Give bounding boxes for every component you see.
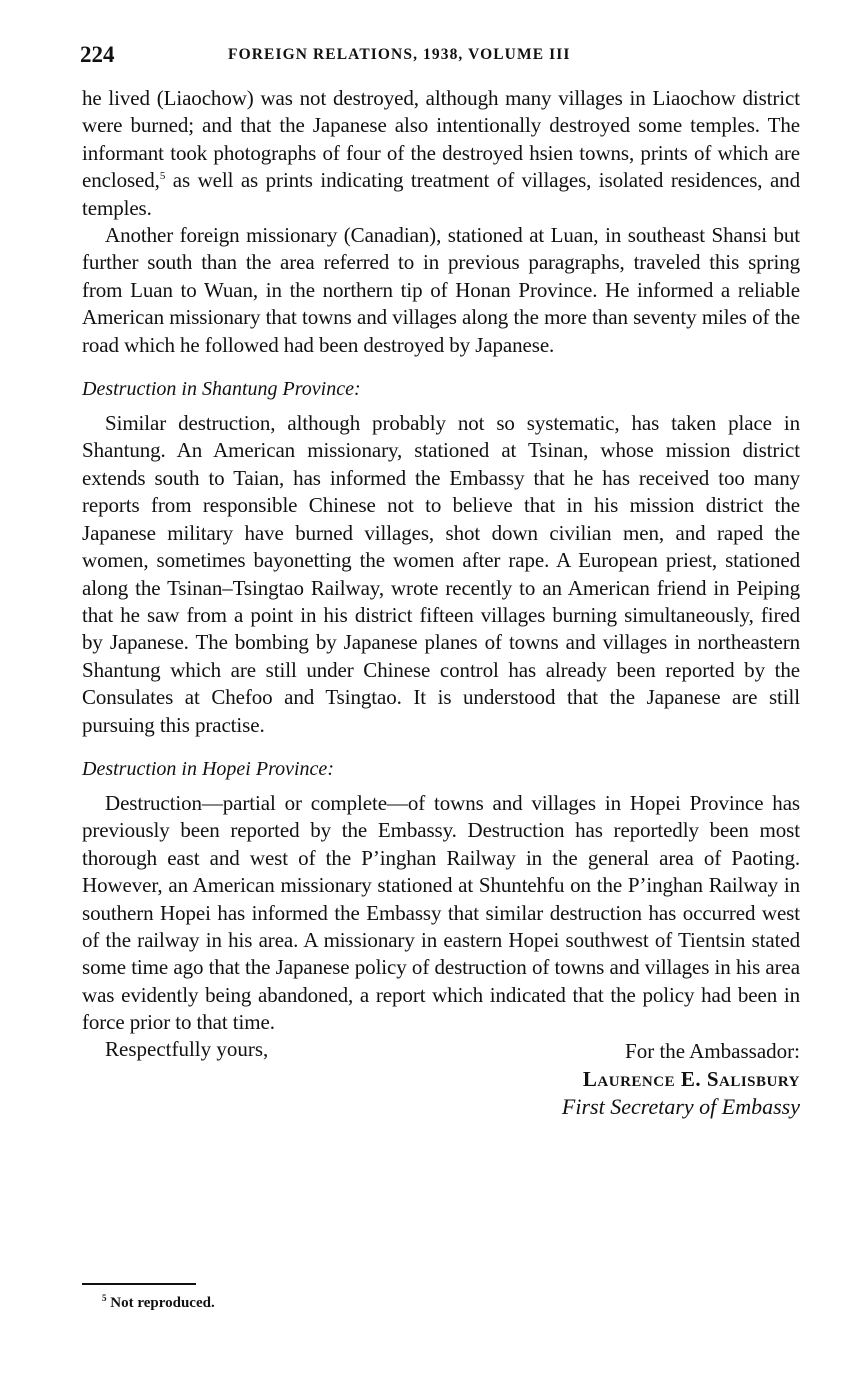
paragraph-hopei: Destruction—partial or complete—of towns and villages in Hopei Province has previously been reported by the Embassy. Destruction has reportedly been most thorough east and west of the P’inghan Railway in the general area of Paoting. However, an American missionary stationed at Shuntehfu on the P’inghan Railway in southern Hopei has informed the Embassy that similar destruction has occurred west of the railway in his area. A missionary in eastern Hopei southwest of Tientsin stated some time ago that the Japanese policy of destruction of towns and villages in his area was evidently being abandoned, a report which indicated that the policy had been in force prior to that time. [82, 790, 800, 1035]
paragraph-shantung: Similar destruction, although probably not so systematic, has taken place in Shantung. An American missionary, stationed at Tsinan, whose mission district extends south to Taian, has informed the Embassy that he has received too many reports from responsible Chinese not to believe that in his mission district the Japanese military have burned villages, shot down civilian men, and raped the women, sometimes bayonetting the women after rape. A European priest, stationed along the Tsinan–Tsingtao Railway, wrote recently to an American friend in Peiping that he saw from a point in his district fifteen villages burning simultaneously, fired by Japanese. The bombing by Japanese planes of towns and villages in northeastern Shantung which are still under Chinese control has already been reported by the Consulates at Chefoo and Tsingtao. It is understood that the Japanese are still pursuing this practise. [82, 411, 800, 737]
for-ambassador-line: For the Ambassador: [625, 1038, 800, 1063]
footnote-text: Not reproduced. [110, 1295, 215, 1311]
running-head: FOREIGN RELATIONS, 1938, VOLUME III [228, 46, 571, 63]
paragraph-canadian-missionary: Another foreign missionary (Canadian), stationed at Luan, in southeast Shansi but further south than the area referred to in previous paragraphs, traveled this spring from Luan to Wuan, in the northern tip of Honan Province. He informed a reliable American missionary that towns and villages along the more than seventy miles of the road which he followed had been destroyed by Japanese. [82, 223, 800, 357]
footnote-rule [82, 1283, 196, 1285]
footnote [102, 1295, 215, 1312]
signer-name: Laurence E. Salisbury [582, 1066, 800, 1091]
footnote-mark: 5 [102, 1293, 107, 1303]
page-number: 224 [80, 42, 115, 67]
document-page [82, 38, 800, 1121]
page-header [82, 38, 800, 74]
letter-closing [82, 1037, 800, 1121]
section-heading-shantung: Destruction in Shantung Province: [82, 378, 361, 401]
signature-block [562, 1037, 800, 1121]
paragraph-liaochow-text: he lived (Liaochow) was not destroyed, although many villages in Liaochow district were burned; and that the Japanese also intentionally destroyed some temples. The informant took photographs of four of the destroyed hsien towns, prints of which are enclosed, [82, 86, 800, 193]
section-heading-hopei: Destruction in Hopei Province: [82, 757, 334, 780]
signer-title: First Secretary of Embassy [561, 1093, 800, 1119]
footnote-reference: 5 [159, 170, 166, 183]
paragraph-liaochow [82, 85, 800, 222]
valediction: Respectfully yours, [105, 1036, 269, 1061]
paragraph-liaochow-text-continued: as well as prints indicating treatment of villages, isolated residences, and temples. [82, 168, 800, 220]
